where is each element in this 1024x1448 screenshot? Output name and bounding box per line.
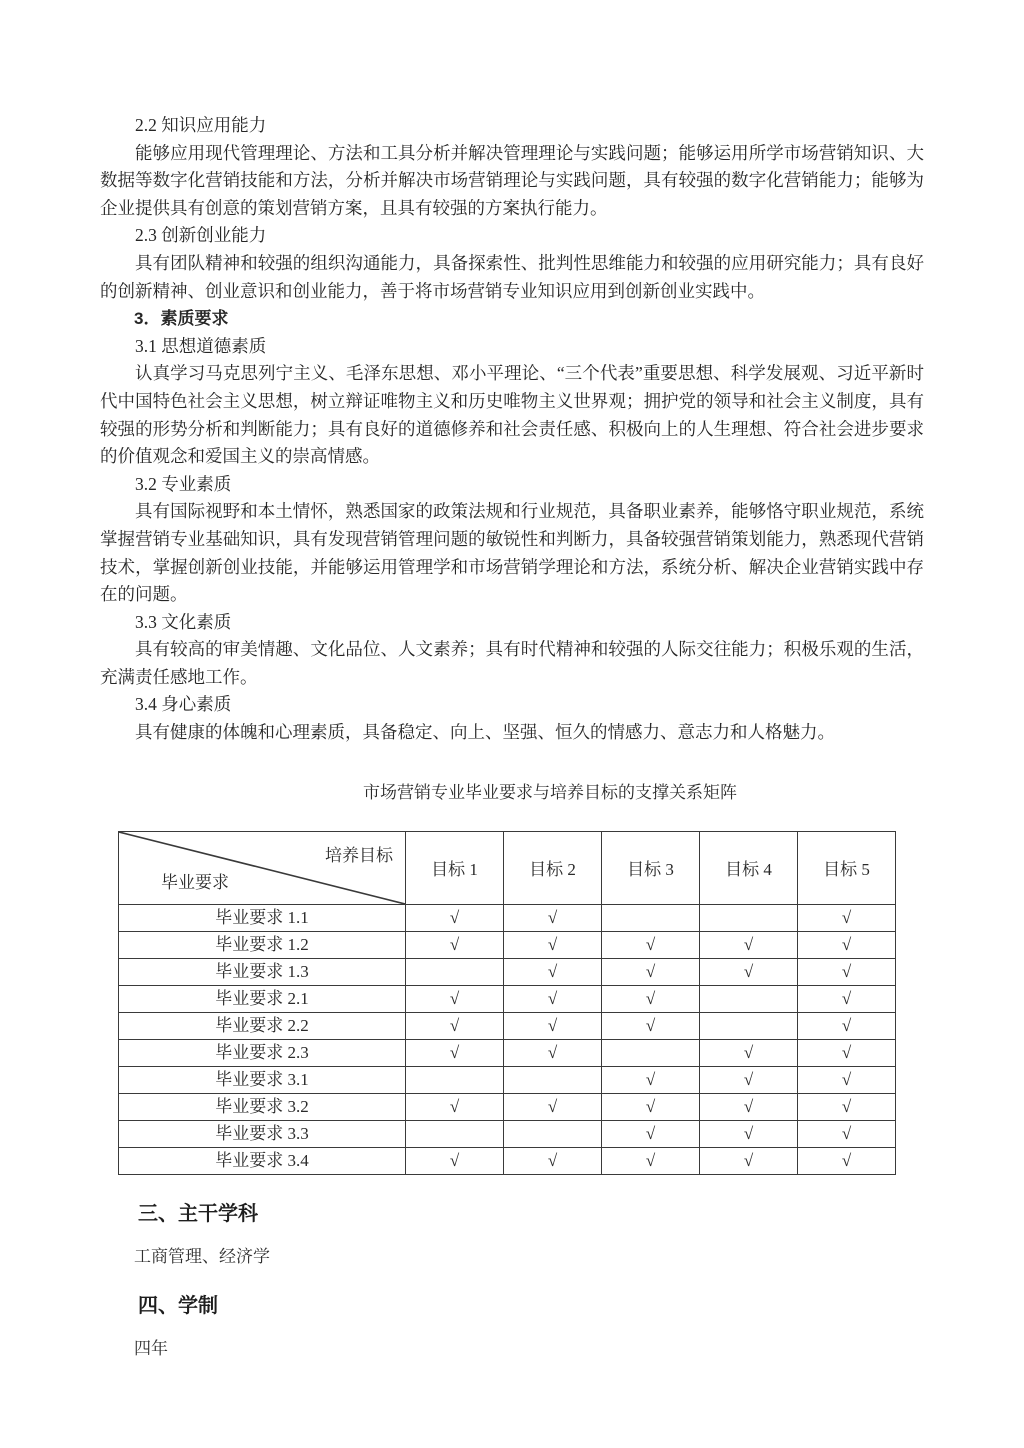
empty-cell xyxy=(406,958,504,985)
check-mark: √ xyxy=(406,1012,504,1039)
subsection-title: 3.3 文化素质 xyxy=(135,611,232,632)
corner-label-goals: 培养目标 xyxy=(325,845,393,865)
check-mark: √ xyxy=(602,1012,700,1039)
check-mark: √ xyxy=(602,931,700,958)
subsection-title: 3.4 身心素质 xyxy=(135,694,232,715)
check-mark: √ xyxy=(406,904,504,931)
corner-label-requirements: 毕业要求 xyxy=(161,872,229,892)
paragraph: 具有团队精神和较强的组织沟通能力，具备探索性、批判性思维能力和较强的应用研究能力；具有良好的创新精神、创业意识和创业能力，善于将市场营销专业知识应用到创新创业实践中。 xyxy=(100,252,924,301)
check-mark: √ xyxy=(700,1039,798,1066)
corner-cell xyxy=(119,831,406,904)
empty-cell xyxy=(700,904,798,931)
table-row xyxy=(119,904,896,931)
row-label: 毕业要求 3.1 xyxy=(119,1066,406,1093)
table-row xyxy=(119,1066,896,1093)
check-mark: √ xyxy=(700,1066,798,1093)
paragraph: 认真学习马克思列宁主义、毛泽东思想、邓小平理论、“三个代表”重要思想、科学发展观、习近平新时代中国特色社会主义思想，树立辩证唯物主义和历史唯物主义世界观；拥护党的领导和社会主义制度，具有较强的形势分析和判断能力；具有良好的道德修养和社会责任感、积极向上的人生理想、符合社会进步要求的价值观念和爱国主义的崇高情感。 xyxy=(100,363,924,467)
empty-cell xyxy=(602,1039,700,1066)
column-header: 目标 3 xyxy=(602,831,700,904)
table-row xyxy=(119,1093,896,1120)
paragraph: 具有国际视野和本土情怀，熟悉国家的政策法规和行业规范，具备职业素养，能够恪守职业规范，系统掌握营销专业基础知识，具有发现营销管理问题的敏锐性和判断力，具备较强营销策划能力，熟悉现代营销技术，掌握创新创业技能，并能够运用管理学和市场营销学理论和方法，系统分析、解决企业营销实践中存在的问题。 xyxy=(100,501,924,605)
empty-cell xyxy=(504,1066,602,1093)
table-row xyxy=(119,1039,896,1066)
paragraph: 能够应用现代管理理论、方法和工具分析并解决管理理论与实践问题；能够运用所学市场营销知识、大数据等数字化营销技能和方法，分析并解决市场营销理论与实践问题，具有较强的数字化营销能力；能够为企业提供具有创意的策划营销方案，且具有较强的方案执行能力。 xyxy=(100,142,924,218)
paragraph: 工商管理、经济学 xyxy=(134,1246,270,1266)
check-mark: √ xyxy=(798,1120,896,1147)
subsection-title: 3.1 思想道德素质 xyxy=(135,335,267,356)
check-mark: √ xyxy=(602,1120,700,1147)
paragraph: 四年 xyxy=(134,1338,168,1358)
column-header: 目标 2 xyxy=(504,831,602,904)
check-mark: √ xyxy=(504,931,602,958)
row-label: 毕业要求 1.2 xyxy=(119,931,406,958)
table-row xyxy=(119,1012,896,1039)
check-mark: √ xyxy=(700,931,798,958)
table-row xyxy=(119,1147,896,1174)
table-row xyxy=(119,985,896,1012)
subsection-title: 2.3 创新创业能力 xyxy=(135,225,267,246)
empty-cell xyxy=(504,1120,602,1147)
check-mark: √ xyxy=(798,1147,896,1174)
check-mark: √ xyxy=(504,904,602,931)
check-mark: √ xyxy=(700,1093,798,1120)
check-mark: √ xyxy=(798,985,896,1012)
check-mark: √ xyxy=(798,1066,896,1093)
paragraph: 具有较高的审美情趣、文化品位、人文素养；具有时代精神和较强的人际交往能力；积极乐观的生活，充满责任感地工作。 xyxy=(100,639,924,687)
document-body xyxy=(100,112,924,747)
matrix-tbody xyxy=(119,831,896,1174)
check-mark: √ xyxy=(406,1093,504,1120)
check-mark: √ xyxy=(602,958,700,985)
check-mark: √ xyxy=(602,1093,700,1120)
check-mark: √ xyxy=(504,1147,602,1174)
check-mark: √ xyxy=(504,1012,602,1039)
column-header: 目标 5 xyxy=(798,831,896,904)
subsection-title: 2.2 知识应用能力 xyxy=(135,115,267,135)
check-mark: √ xyxy=(504,1093,602,1120)
document-content xyxy=(100,112,924,1359)
support-matrix-table xyxy=(118,831,896,1175)
check-mark: √ xyxy=(700,1120,798,1147)
paragraph: 具有健康的体魄和心理素质，具备稳定、向上、坚强、恒久的情感力、意志力和人格魅力。 xyxy=(135,722,835,743)
empty-cell xyxy=(700,1012,798,1039)
row-label: 毕业要求 2.1 xyxy=(119,985,406,1012)
empty-cell xyxy=(406,1066,504,1093)
check-mark: √ xyxy=(602,985,700,1012)
table-header-row xyxy=(119,831,896,904)
bold-subheading: 3．素质要求 xyxy=(134,309,229,329)
table-title: 市场营销专业毕业要求与培养目标的支撑关系矩阵 xyxy=(363,782,737,802)
check-mark: √ xyxy=(504,1039,602,1066)
check-mark: √ xyxy=(406,985,504,1012)
check-mark: √ xyxy=(798,1039,896,1066)
check-mark: √ xyxy=(406,1147,504,1174)
table-row xyxy=(119,958,896,985)
row-label: 毕业要求 2.3 xyxy=(119,1039,406,1066)
check-mark: √ xyxy=(798,1093,896,1120)
row-label: 毕业要求 3.2 xyxy=(119,1093,406,1120)
row-label: 毕业要求 3.4 xyxy=(119,1147,406,1174)
subsection-title: 3.2 专业素质 xyxy=(135,473,232,494)
check-mark: √ xyxy=(798,958,896,985)
check-mark: √ xyxy=(504,958,602,985)
row-label: 毕业要求 2.2 xyxy=(119,1012,406,1039)
check-mark: √ xyxy=(602,1147,700,1174)
row-label: 毕业要求 1.1 xyxy=(119,904,406,931)
check-mark: √ xyxy=(406,931,504,958)
column-header: 目标 1 xyxy=(406,831,504,904)
section-heading: 三、主干学科 xyxy=(138,1202,258,1225)
empty-cell xyxy=(602,904,700,931)
row-label: 毕业要求 3.3 xyxy=(119,1120,406,1147)
check-mark: √ xyxy=(602,1066,700,1093)
column-header: 目标 4 xyxy=(700,831,798,904)
empty-cell xyxy=(406,1120,504,1147)
table-row xyxy=(119,931,896,958)
check-mark: √ xyxy=(798,931,896,958)
empty-cell xyxy=(700,985,798,1012)
after-table-sections xyxy=(100,1197,924,1359)
table-row xyxy=(119,1120,896,1147)
check-mark: √ xyxy=(504,985,602,1012)
check-mark: √ xyxy=(700,958,798,985)
section-heading: 四、学制 xyxy=(138,1294,218,1317)
check-mark: √ xyxy=(798,1012,896,1039)
check-mark: √ xyxy=(406,1039,504,1066)
row-label: 毕业要求 1.3 xyxy=(119,958,406,985)
check-mark: √ xyxy=(700,1147,798,1174)
check-mark: √ xyxy=(798,904,896,931)
